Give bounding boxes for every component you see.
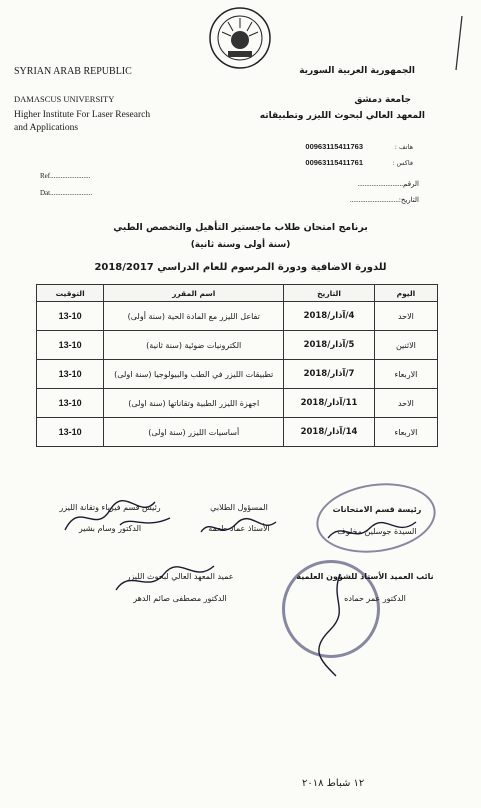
ar-country: الجمهورية العربية السورية [299,66,415,76]
date-en: Dat........................ [40,189,93,197]
ar-institute: المعهد العالي لبحوث الليزر وتطبيقاته [259,111,425,121]
vice-dean-signature [300,570,370,680]
vice-dean-title: نائب العميد الأستاذ للشؤون العلمية [296,572,434,581]
en-country: SYRIAN ARAB REPUBLIC [14,66,132,77]
header-time: التوقيت [37,285,104,302]
dean-signature [110,560,220,600]
row-course: تطبيقات الليزر في الطب والبيولوجيا (سنة اولى) [104,360,284,389]
document-subtitle: (سنة أولى وسنة ثانية) [190,240,291,250]
row-day: الاحد [374,302,437,331]
table-row [37,389,438,418]
row-course: أساسيات الليزر (سنة اولى) [104,418,284,447]
dean-title: عميد المعهد العالي لبحوث الليزر [126,572,234,581]
row-day: الاحد [374,389,437,418]
university-seal-logo [208,6,272,70]
exams-head-name: السيدة جوسلين مخلوف [337,527,417,536]
fax-number: 00963115411761 [305,158,363,167]
row-date: 11/آذار/2018 [284,389,375,418]
row-date: 14/آذار/2018 [284,418,375,447]
row-day: الاربعاء [374,360,437,389]
dean-name: الدكتور مصطفى صائم الدهر [133,594,227,603]
table-row [37,418,438,447]
en-institute-line1: Higher Institute For Laser Research [14,110,151,120]
date-ar: التاريخ:............................ [349,196,419,204]
fax-label: فاكس : [392,159,413,167]
exams-head-signature [324,514,424,548]
ref-ar: الرقم.......................... [357,180,419,188]
row-course: اجهزة الليزر الطبية وتقاناتها (سنة اولى) [104,389,284,418]
table-row [37,331,438,360]
row-time: 13-10 [37,418,104,447]
row-day: الاثنين [374,331,437,360]
handwritten-date: ١٢ شباط ٢٠١٨ [302,778,365,789]
vice-dean-name: الدكتور عمر حماده [344,594,406,603]
en-university: DAMASCUS UNIVERSITY [14,94,115,104]
student-officer-name: الأستاذ عماد طعمة [208,524,270,533]
header-day: اليوم [374,285,437,302]
document-title: برنامج امتحان طلاب ماجستير التأهيل والتخصص الطبي [113,222,368,233]
row-day: الاربعاء [374,418,437,447]
row-date: 7/آذار/2018 [284,360,375,389]
exams-head-title: رئيسة قسم الامتحانات [332,505,422,514]
phone-number: 00963115411763 [305,142,363,151]
pen-margin-mark [452,14,466,74]
physics-head-title: رئيس قسم فيزياء وتقانة الليزر [59,503,161,512]
en-institute-line2: and Applications [14,123,79,133]
student-officer-signature [196,512,286,542]
ref-en: Ref....................... [40,172,91,180]
physics-head-signature [60,490,180,540]
header-course: اسم المقرر [104,285,284,302]
ar-university: جامعة دمشق [354,95,411,105]
row-time: 13-10 [37,302,104,331]
row-time: 13-10 [37,389,104,418]
phone-label: هاتف : [394,143,413,151]
row-time: 13-10 [37,331,104,360]
row-course: تفاعل الليزر مع المادة الحية (سنة أولى) [104,302,284,331]
academic-year-line: للدورة الاضافية ودورة المرسوم للعام الدراسي 2018/2017 [94,262,387,273]
table-row [37,360,438,389]
table-row [37,302,438,331]
row-date: 5/آذار/2018 [284,331,375,360]
header-date: التاريخ [284,285,375,302]
row-time: 13-10 [37,360,104,389]
physics-head-name: الدكتور وسام بشير [78,524,142,533]
row-course: الكترونيات ضوئية (سنة ثانية) [104,331,284,360]
student-officer-title: المسؤول الطلابي [210,503,268,512]
row-date: 4/آذار/2018 [284,302,375,331]
exam-schedule-table [36,284,438,447]
table-header-row [37,285,438,302]
